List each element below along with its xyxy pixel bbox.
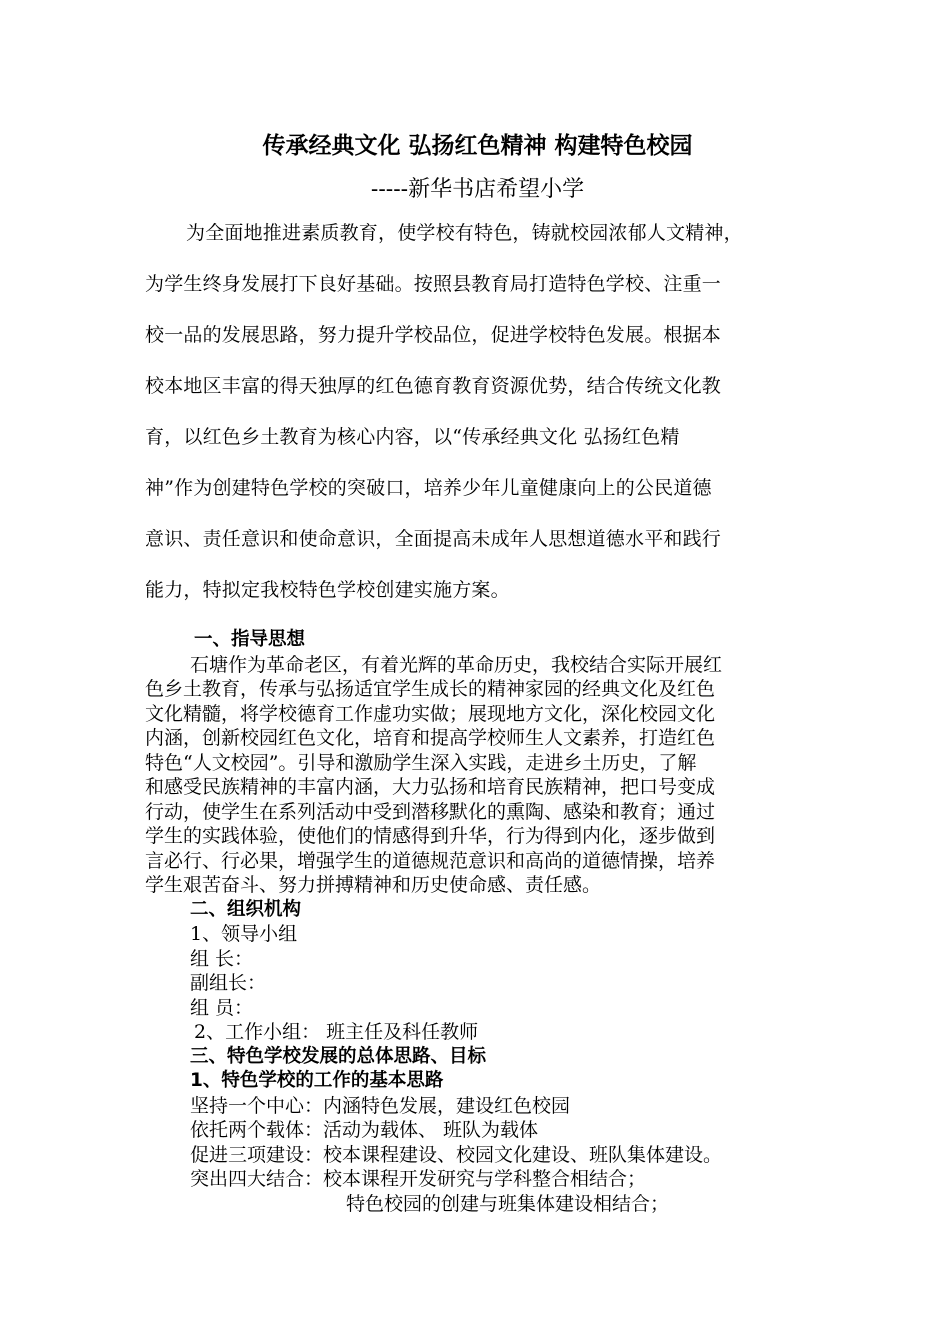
section1-line: 特色“人文校园”。引导和激励学生深入实践，走进乡土历史，了解 <box>145 751 697 774</box>
document-page <box>145 128 810 1216</box>
section1-line: 内涵，创新校园红色文化，培育和提高学校师生人文素养，打造红色 <box>145 727 716 749</box>
section1-line: 行动，使学生在系列活动中受到潜移默化的熏陶、感染和教育；通过 <box>145 800 716 823</box>
intro-line: 为学生终身发展打下良好基础。按照县教育局打造特色学校、注重一 <box>145 273 722 295</box>
section1-line: 言必行、行必果，增强学生的道德规范意识和高尚的道德情操，培养 <box>145 849 716 872</box>
intro-line: 为全面地推进素质教育，使学校有特色，铸就校园浓郁人文精神， <box>186 222 743 244</box>
approach-line: 依托两个载体：活动为载体、 班队为载体 <box>190 1119 539 1141</box>
vice-leader-label: 副组长： <box>190 972 267 994</box>
intro-line: 校本地区丰富的得天独厚的红色德育教育资源优势，结合传统文化教 <box>145 375 722 397</box>
approach-continuation-line: 特色校园的创建与班集体建设相结合； <box>346 1192 670 1215</box>
document-title: 传承经典文化 弘扬红色精神 构建特色校园 <box>262 133 693 159</box>
section-heading-overall-plan: 三、特色学校发展的总体思路、目标 <box>190 1045 487 1067</box>
members-label: 组 员： <box>190 996 254 1019</box>
leader-label: 组 长： <box>190 947 254 970</box>
intro-line: 意识、责任意识和使命意识，全面提高未成年人思想道德水平和践行 <box>145 528 722 550</box>
section1-line: 学生艰苦奋斗、努力拼搏精神和历史使命感、责任感。 <box>145 874 602 896</box>
leader-group-label: 1、领导小组 <box>190 923 298 945</box>
section-heading-guiding-thought: 一、指导思想 <box>194 629 306 650</box>
document-subtitle: -----新华书店希望小学 <box>370 177 585 202</box>
section1-line: 文化精髓，将学校德育工作虚功实做；展现地方文化，深化校园文化 <box>145 702 716 725</box>
intro-paragraph <box>145 208 810 616</box>
approach-line: 促进三项建设：校本课程建设、校园文化建设、班队集体建设。 <box>190 1143 723 1166</box>
document-body <box>145 628 810 1216</box>
subheading-basic-approach: 1、特色学校的工作的基本思路 <box>190 1070 444 1091</box>
approach-line: 突出四大结合：校本课程开发研究与学科整合相结合； <box>190 1168 647 1190</box>
intro-line: 神”作为创建特色学校的突破口，培养少年儿童健康向上的公民道德 <box>145 477 712 499</box>
intro-line: 校一品的发展思路，努力提升学校品位，促进学校特色发展。根据本 <box>145 324 722 346</box>
approach-line: 坚持一个中心：内涵特色发展，建设红色校园 <box>190 1094 571 1117</box>
section1-line: 和感受民族精神的丰富内涵，大力弘扬和培育民族精神，把口号变成 <box>145 776 716 798</box>
section1-line: 色乡土教育，传承与弘扬适宜学生成长的精神家园的经典文化及红色 <box>145 678 716 700</box>
intro-line: 能力，特拟定我校特色学校创建实施方案。 <box>145 579 510 601</box>
work-group-label: 2、工作小组： 班主任及科任教师 <box>194 1021 479 1043</box>
section1-line: 学生的实践体验，使他们的情感得到升华，行为得到内化，逐步做到 <box>145 825 716 847</box>
intro-line: 育，以红色乡土教育为核心内容，以“传承经典文化 弘扬红色精 <box>145 426 680 448</box>
section-heading-organization: 二、组织机构 <box>190 898 302 920</box>
section1-line: 石塘作为革命老区，有着光辉的革命历史，我校结合实际开展红 <box>190 653 723 676</box>
